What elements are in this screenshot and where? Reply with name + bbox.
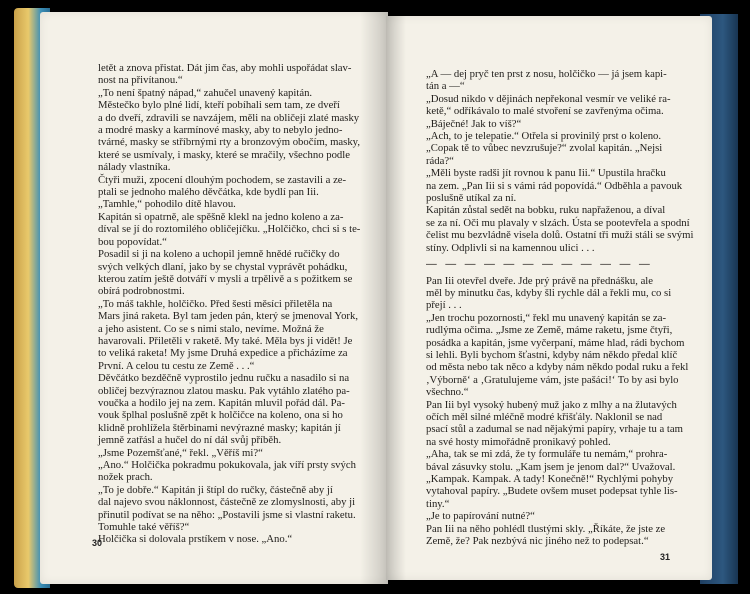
text-line: „A — dej pryč ten prst z nosu, holčičko — já jsem kapi- [426,68,667,80]
text-line: měl by minutku čas, kdyby šli rychle dál a řekli mu, co si [426,286,672,299]
text-line: Čtyři muži, zpocení dlouhým pochodem, se zastavili a ze- [98,173,347,186]
text-line: „Je to papírování nutné?“ [426,510,535,523]
text-line: kterou zatím ještě dotváří v mysli a trpělivě a s požitkem se [98,272,353,285]
text-line: se za ní. Oči mu plavaly v slzách. Ústa se pootevřela a spodní [426,216,690,229]
text-line: na zem. „Pan Iii si s vámi rád popovídá.“ Odběhla a pavouk [426,179,683,192]
text-line: posádka a kapitán, jsme vyčerpaní, máme hlad, rádi bychom [426,336,685,349]
text-line: bou popovídat.“ [98,235,167,248]
text-line: „To není špatný nápad,“ zahučel unavený kapitán. [98,86,313,99]
text-line: na své hosty mimořádně pronikavý pohled. [426,435,611,448]
text-line: tiny.“ [426,497,450,510]
text-line: rudlýma očima. „Jsme ze Země, máme raketu, jsme čtyři, [426,324,673,337]
text-line: První. A celou tu cestu ze Země . . .“ [98,359,255,372]
text-line: poslušně utíkal za ní. [426,192,517,205]
text-line: „Tamhle,“ pohodilo dítě hlavou. [98,198,236,211]
text-line: „Jen trochu pozornosti,“ řekl mu unavený kapitán se za- [426,311,667,324]
right-page-number: 31 [659,552,670,562]
text-line: čelist mu bezvládně visela dolů. Ostatní tři muži stáli se svými [426,229,694,242]
text-line: ketě,“ odříkávalo to malé stvoření se zavřenýma očima. [426,105,664,118]
text-line: dal najevo svou náklonnost, částečně ze zlomyslnosti, aby ji [98,496,356,509]
right-page-gutter-shadow [386,16,406,580]
text-line: to veliká raketa! My jsme Druhá expedice a přicházíme za [98,347,348,360]
text-line: tán a —“ [426,80,465,93]
text-line: „Aha, tak se mi zdá, že ty formuláře tu nemám,“ prohra- [426,448,668,461]
text-line: Děvčátko bezděčně vyprostilo jednu ručku a nasadilo si na [98,372,350,385]
text-line: Pan Iii otevřel dveře. Jde prý právě na přednášku, ale [426,274,654,287]
text-line: havarovali. Přiletěli v raketě. My také. Měla bys ji vidět! Je [98,334,353,347]
text-line: a modré masky a karmínové masky, aby to nebylo jedno- [98,124,343,137]
text-line: od města nebo tak něco a kdyby nám někdo podal ruku a řekl [426,361,689,374]
text-line: „Dosud nikdo v dějinách nepřekonal vesmír ve veliké ra- [426,92,671,105]
text-line: díval se jí do roztomilého obličejíčku. „Holčičko, chci si s te- [98,223,361,236]
text-line: si lehli. Byli bychom šťastni, kdyby nám někdo předal klíč [426,348,678,361]
text-line: bával zásuvky stolu. „Kam jsem je jenom dal?“ Uvažoval. [426,460,676,473]
text-line: „Ach, to je telepatie.“ Otřela si provinilý prst o koleno. [426,130,662,143]
text-line: Městečko bylo plné lidí, kteří pobíhali sem tam, ze dveří [98,99,340,112]
text-line: „Ano.“ Holčička pokradmu pokukovala, jak víří prsty svých [98,459,356,471]
text-line: Tomuhle také věříš?“ [98,521,190,534]
text-line: klidně prohlížela štěrbinami nevýrazné masky; kapitán jí [98,421,341,434]
text-line: „Copak tě to vůbec nevzrušuje?“ zvolal kapitán. „Nejsi [426,142,663,155]
text-line: všechno.“ [426,386,469,399]
text-line: tvárné, masky se stříbrnými rty a bronzovým obočím, masky, [98,136,360,149]
text-line: vouk šplhal poslušně zpět k holčičce na koleno, ona si ho [98,409,343,422]
text-line: Pan Iii na něho pohlédl tlustými skly. „Říkáte, že jste ze [426,522,666,535]
text-line: nožek prach. [98,471,153,484]
text-line: Mars jiná raketa. Byl tam jeden pán, který se jmenoval York, [98,310,358,323]
text-line: svých velkých dlaní, jako by se chystal vyprávět pohádku, [98,260,348,273]
text-line: Posadil si ji na koleno a uchopil jemně hnědé ručičky do [98,248,340,261]
text-line: ‚Výborně‘ a ‚Gratulujeme vám, jste pašáci!‘ To by asi bylo [426,373,679,386]
text-line: očích měl silné mléčně modré křišťály. Naklonil se nad [426,410,663,423]
right-page-text [426,68,696,547]
text-line: „To máš takhle, holčičko. Před šesti měsíci přiletěla na [98,297,333,310]
text-line: psací stůl a zadumal se nad nějakými papíry, vrhaje tu a tam [426,423,683,436]
text-line: a do dveří, zdravili se navzájem, měli na obličeji zlaté masky [98,111,360,124]
text-line: Kapitán zůstal sedět na bobku, ruku napřaženou, a díval [426,204,666,217]
text-line: „Kampak. Kampak. A tady! Konečně!“ Rychlými pohyby [426,473,674,485]
left-page-number: 30 [92,538,103,548]
text-line: „Jsme Pozemšťané,“ řekl. „Věříš mi?“ [98,446,263,459]
text-line: voučka a hodilo jej na zem. Kapitán mluvil pořád dál. Pa- [98,396,345,409]
text-line: Země, že? Pak nezbývá nic jiného než to podepsat.“ [426,535,649,548]
left-page-gutter-shadow [360,12,388,584]
text-line: ráda?“ [426,154,454,167]
text-line: Pan Iii byl vysoký hubený muž jako z mlhy a na žlutavých [426,398,677,411]
text-line: nost na přivítanou.“ [98,74,183,87]
text-line: „To je dobře.“ Kapitán ji štípl do ručky, částečně aby jí [98,483,333,496]
right-page [386,16,712,580]
text-line: Kapitán si opatrně, ale spěšně klekl na jedno koleno a za- [98,210,344,223]
text-line: letět a znova přistat. Dát jim čas, aby mohli uspořádat slav- [98,62,352,74]
text-line: „Báječné! Jak to víš?“ [426,117,522,130]
text-line: vytahoval papíry. „Budete ovšem muset podepsat tyhle lis- [426,485,678,498]
text-line: ptali se jednoho malého děvčátka, kde bydlí pan Iii. [98,186,319,199]
text-line: nálady vlastníka. [98,161,171,174]
text-line: přejí . . . [426,299,462,312]
text-line: a jeho asistent. Co se s nimi stalo, nevíme. Možná že [98,322,324,335]
text-line: obličej bezvýraznou zlatou masku. Pak vytáhlo zlatého pa- [98,384,350,397]
text-line: obírá podrobnostmi. [98,285,185,298]
text-line: jemně zatřásl a hučel do ní dál svůj příběh. [98,434,282,447]
text-line: Holčička si dolovala prstíkem v nose. „Ano.“ [98,533,293,546]
text-line: stíny. Odplivli si na kamennou ulici . . . [426,241,595,254]
text-line: které se usmívaly, i masky, které se mračily, všechno podle [98,148,350,161]
section-separator: — — — — — — — — — — — — [426,258,653,271]
left-page [40,12,388,584]
text-line: „Měli byste radši jít rovnou k panu Iii.“ Upustila hračku [426,167,666,180]
text-line: přinutil podívat se na něho: „Postavili jsme si vlastní raketu. [98,508,356,521]
left-page-text [98,62,368,546]
